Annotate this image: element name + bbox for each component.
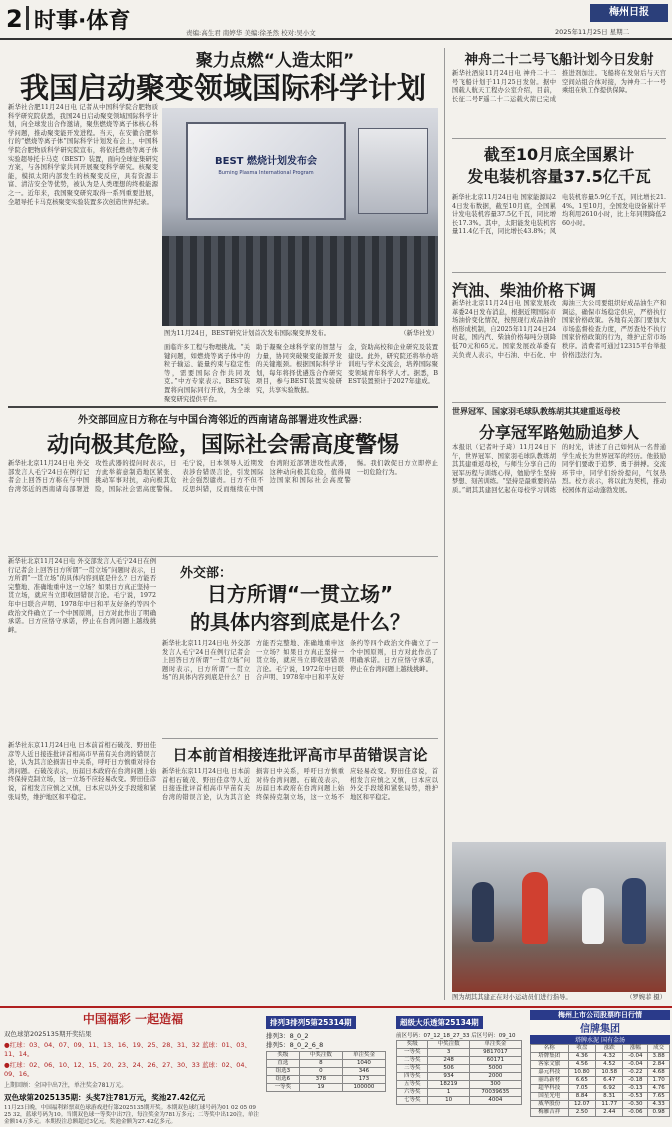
dlt-cell: 1 bbox=[428, 1089, 469, 1097]
stocks-table bbox=[530, 1044, 670, 1117]
ssq-headline: 双色球第2025135期：头奖7注781万元，奖池27.42亿元 bbox=[4, 1093, 206, 1102]
dlt-cell: 五等奖 bbox=[397, 1081, 428, 1089]
stock-row bbox=[531, 1069, 670, 1077]
dlt-cell: 3 bbox=[428, 1049, 469, 1057]
stock-cell: 威华股份 bbox=[531, 1101, 569, 1109]
stock-cell: 塔牌集团 bbox=[531, 1053, 569, 1061]
energy-body: 新华社北京11月24日电 国家能源局24日发布数据，截至10月底，全国累计发电装机容量37.5亿千瓦，同比增长17.3%。其中，太阳能发电装机容量11.4亿千瓦，同比增长43.8%；风电装机容量5.9亿千瓦，同比增长21.4%。1至10月，全国发电设备累计平均利用2610小时，比上年同期降低260小时。 bbox=[452, 194, 666, 236]
stock-cell: 3.88 bbox=[648, 1053, 670, 1061]
pl3-row bbox=[267, 1052, 386, 1060]
dlt-cell: 70039635 bbox=[469, 1089, 521, 1097]
stock-cell: 4.32 bbox=[596, 1053, 623, 1061]
dlt-cell: 18219 bbox=[428, 1081, 469, 1089]
fucai-logo: 中国福彩 一起造福 bbox=[82, 1012, 184, 1026]
shenzhou-body: 新华社酒泉11月24日电 神舟二十二号飞船计划于11月25日发射。据中国载人航天工程办公室介绍，目前，长征二号F遥二十二运载火箭已完成推进剂加注。飞船将在发射后与天宫空间站组合体对接，为神舟二十一号乘组在轨工作提供保障。 bbox=[452, 70, 666, 103]
pl3-row bbox=[267, 1084, 386, 1092]
stock-cell: 嘉元科技 bbox=[531, 1069, 569, 1077]
lead-kicker: 聚力点燃“人造太阳” bbox=[195, 51, 355, 71]
stock-cell: 收盘 bbox=[568, 1045, 595, 1053]
stock-cell: 6.47 bbox=[596, 1077, 623, 1085]
pl3-cell: 组选3 bbox=[267, 1068, 300, 1076]
pl3-cell: 173 bbox=[342, 1076, 385, 1084]
stock-cell: 国星光电 bbox=[531, 1093, 569, 1101]
pl3-cell: 19 bbox=[299, 1084, 342, 1092]
lead-col-3: 金，资助高校和企业研究及装置建设。此外，研究院还将举办培训班与学术交流会，培养国际聚变领域青年科学人才。据悉，BEST装置预计于2027年建成。 bbox=[348, 344, 438, 386]
japan3-body: 新华社东京11月24日电 日本前首相石破茂、野田佳彦等人近日接连批评首相高市早苗有关台湾的错误言论，认为其言论损害日中关系，呼吁日方慎重对待台湾问题。石破茂表示，历届日本政府在台湾问题上始终保持克制立场，这一立场不应轻易改变。野田佳彦说，首相发言应慎之又慎，日本应以外交手段缓和紧张局势，维护地区和平稳定。 bbox=[8, 742, 156, 801]
stock-cell: 11.77 bbox=[596, 1101, 623, 1109]
dlt-cell: 单注奖金 bbox=[469, 1041, 521, 1049]
ssq-row-1: ●红球：03、04、07、09、11、13、16、19、25、28、31、32 蓝球：01、03、11、14。 bbox=[4, 1041, 252, 1058]
dlt-cell: 60171 bbox=[469, 1057, 521, 1065]
lottery-dlt bbox=[396, 1010, 526, 1103]
lead-photo bbox=[162, 108, 438, 326]
stock-cell: 4.36 bbox=[568, 1053, 595, 1061]
pl3-cell: 100000 bbox=[342, 1084, 385, 1092]
dlt-row bbox=[397, 1041, 522, 1049]
dlt-cell: 9817017 bbox=[469, 1049, 521, 1057]
pl3-cell: 中奖注数 bbox=[299, 1052, 342, 1060]
pl3-row bbox=[267, 1068, 386, 1076]
lead-photo-caption: 图为11月24日，BEST研究计划首次发布国际聚变界发布。 bbox=[164, 330, 330, 337]
stock-cell: 2.50 bbox=[568, 1109, 595, 1117]
lead-headline: 我国启动聚变领域国际科学计划 bbox=[19, 71, 426, 105]
stock-cell: 12.07 bbox=[568, 1101, 595, 1109]
dlt-cell: 4004 bbox=[469, 1097, 521, 1105]
pl3-badge: 排列3排列5第25314期 bbox=[266, 1016, 356, 1029]
dlt-cell: 七等奖 bbox=[397, 1097, 428, 1105]
stocks-header: 梅州上市公司股票昨日行情 bbox=[530, 1010, 670, 1020]
lead-col-2: 助于凝聚全球科学家的智慧与力量，协同突破聚变能源开发的关键瓶颈。根据国际科学计划，每年将择优遴选合作研究项目，参与BEST装置实验研究，共享实验数据。 bbox=[256, 344, 342, 394]
dlt-cell: 248 bbox=[428, 1057, 469, 1065]
stock-cell: -0.22 bbox=[623, 1069, 648, 1077]
sports-kicker: 世界冠军、国家羽毛球队教练胡其其建重返母校 bbox=[452, 407, 620, 416]
japan1-body: 新华社北京11月24日电 外交部发言人毛宁24日在例行记者会上回答日方称在与中国台湾邻近的西南诸岛部署进攻性武器的提问时表示，日方此举蓄意制造地区紧张、挑动军事对抗，动向极其危险，国际社会需高度警惕。毛宁说，日本领导人近期发表涉台错误言论，引发国际社会强烈谴责。日方不但不反思纠错，反而继续在中国台湾附近部署进攻性武器，这种动向极其危险，值得周边国家和国际社会高度警惕。我们敦促日方立即停止一切危险行为。 bbox=[8, 460, 438, 493]
lottery-fucai bbox=[4, 1010, 262, 1125]
stock-cell: 7.05 bbox=[568, 1085, 595, 1093]
stocks-sub: 塔牌水泥 国有金汤 bbox=[530, 1035, 670, 1044]
dlt-cell: 10 bbox=[428, 1097, 469, 1105]
lead-photo-credit: （新华社发） bbox=[400, 330, 438, 337]
dlt-cell: 六等奖 bbox=[397, 1089, 428, 1097]
pl3-cell: 直选 bbox=[267, 1060, 300, 1068]
energy-headline: 截至10月底全国累计 发电装机容量37.5亿千瓦 bbox=[467, 145, 651, 186]
dlt-cell: 506 bbox=[428, 1065, 469, 1073]
pl3-cell: 单注奖金 bbox=[342, 1052, 385, 1060]
stock-cell: 4.76 bbox=[648, 1085, 670, 1093]
pl3-cell: 0 bbox=[299, 1068, 342, 1076]
dlt-cell: 二等奖 bbox=[397, 1057, 428, 1065]
stock-row bbox=[531, 1053, 670, 1061]
stock-row bbox=[531, 1109, 670, 1117]
pl3-cell: 组选6 bbox=[267, 1076, 300, 1084]
pl3-cell: 1040 bbox=[342, 1060, 385, 1068]
sports-headline: 分享冠军路勉励追梦人 bbox=[478, 423, 639, 442]
stock-cell: 丽岛新材 bbox=[531, 1077, 569, 1085]
stock-cell: -0.53 bbox=[623, 1093, 648, 1101]
stock-cell: 6.65 bbox=[568, 1077, 595, 1085]
japan2-body: 新华社北京11月24日电 外交部发言人毛宁24日在例行记者会上回答日方所谓“一贯立场”问题时表示，日方所谓“一贯立场”的具体内容到底是什么？日方能否完整地、准确地重申这一立场？如果日方真正坚持一贯立场，就应当立即收回错误言论。毛宁说，1972年中日联合声明、1978年中日和平友好条约等四个政治文件确立了一个中国原则，日方对此作出了明确承诺。日方应恪守承诺，停止在台湾问题上越线挑衅。 bbox=[8, 558, 156, 634]
stock-cell: -0.06 bbox=[623, 1109, 648, 1117]
dlt-row bbox=[397, 1073, 522, 1081]
japan3-body-cont: 新华社东京11月24日电 日本前首相石破茂、野田佳彦等人近日接连批评首相高市早苗有关台湾的错误言论，认为其言论损害日中关系，呼吁日方慎重对待台湾问题。石破茂表示，历届日本政府在台湾问题上始终保持克制立场，这一立场不应轻易改变。野田佳彦说，首相发言应慎之又慎，日本应以外交手段缓和紧张局势，维护地区和平稳定。 bbox=[162, 768, 438, 801]
pl3-row bbox=[267, 1076, 386, 1084]
lead-body-left: 新华社合肥11月24日电 记者从中国科学院合肥物质科学研究院获悉，我国24日启动聚变领域国际科学计划，向全球发出合作邀请，聚焦燃烧等离子体核心科学问题，推动聚变能开发进程。当天，在安徽合肥举行的“燃烧等离子体”国际科学计划发布会上，中国科学院合肥物质科学研究院宣布，将依托燃烧等离子体实验超导托卡马克（BEST）装置，面向全球征集研究方案，与各国科学家共同开展聚变科学研究。核聚变能，模拟太阳内部发生的核聚变反应，具有资源丰富、清洁安全等优势，被认为是人类理想的终极能源之一。近年来，我国聚变研究取得一系列重要进展，全超导托卡马克核聚变实验装置多次创造世界纪录。 bbox=[8, 104, 158, 206]
stock-row bbox=[531, 1101, 670, 1109]
stocks-brand: 信牌集团 bbox=[580, 1024, 620, 1035]
stock-row bbox=[531, 1077, 670, 1085]
pl3-row bbox=[267, 1060, 386, 1068]
dlt-cell: 一等奖 bbox=[397, 1049, 428, 1057]
stock-cell: -0.18 bbox=[623, 1077, 648, 1085]
japan2-headline: 日方所谓“一贯立场” 的具体内容到底是什么？ bbox=[190, 582, 410, 634]
stock-cell: 4.56 bbox=[568, 1061, 595, 1069]
stock-row bbox=[531, 1093, 670, 1101]
stock-cell: 4.68 bbox=[648, 1069, 670, 1077]
dlt-row bbox=[397, 1081, 522, 1089]
stock-cell: 10.80 bbox=[568, 1069, 595, 1077]
pl5-result: 排列5：8_0_2_6_8 bbox=[266, 1041, 324, 1049]
stock-cell: 2.44 bbox=[596, 1109, 623, 1117]
stock-cell: -0.04 bbox=[623, 1061, 648, 1069]
stock-row bbox=[531, 1085, 670, 1093]
pl3-result: 排列3：8_0_2 bbox=[266, 1032, 309, 1040]
sports-photo-caption: 图为胡其其建正在对小运动员们进行指导。 bbox=[452, 994, 572, 1001]
stock-cell: 0.98 bbox=[648, 1109, 670, 1117]
section-title: 时事·体育 bbox=[34, 9, 131, 34]
japan2-body-cont: 新华社北京11月24日电 外交部发言人毛宁24日在例行记者会上回答日方所谓“一贯立场”问题时表示，日方所谓“一贯立场”的具体内容到底是什么？日方能否完整地、准确地重申这一立场？如果日方真正坚持一贯立场，就应当立即收回错误言论。毛宁说，1972年中日联合声明、1978年中日和平友好条约等四个政治文件确立了一个中国原则，日方对此作出了明确承诺。日方应恪守承诺，停止在台湾问题上越线挑衅。 bbox=[162, 640, 438, 682]
stock-cell: 8.31 bbox=[596, 1093, 623, 1101]
sports-body: 本报讯（记者叶子琦）11月24日下午，世界冠军、国家羽毛球队教练胡其其建重返母校，与师生分享自己的冠军历程与训练心得，勉励学生坚持梦想、刻苦训练。“坚持是最重要的品质。”胡其其建回忆起在母校学习训练的时光，讲述了自己如何从一名普通学生成长为世界冠军的经历。他鼓励同学们要敢于追梦、勇于拼搏。交流环节中，同学们纷纷提问，气氛热烈。校方表示，将以此为契机，推动校园体育运动蓬勃发展。 bbox=[452, 444, 666, 494]
dlt-table bbox=[396, 1040, 522, 1105]
dlt-cell: 三等奖 bbox=[397, 1065, 428, 1073]
dlt-row bbox=[397, 1065, 522, 1073]
ssq-title: 双色球第2025135期开奖结果 bbox=[4, 1030, 92, 1038]
stock-cell: 7.65 bbox=[648, 1093, 670, 1101]
fuel-headline: 汽油、柴油价格下调 bbox=[452, 281, 597, 300]
lottery-pl3 bbox=[266, 1010, 392, 1098]
stock-cell: 名称 bbox=[531, 1045, 569, 1053]
staff-credits: 责编:高生君 南婷华 美编:徐圣然 校对:吴小文 bbox=[186, 29, 316, 37]
dlt-cell: 2000 bbox=[469, 1073, 521, 1081]
sports-photo bbox=[452, 842, 666, 992]
stock-cell: -0.13 bbox=[623, 1085, 648, 1093]
japan3-headline: 日本前首相接连批评高市早苗错误言论 bbox=[172, 746, 428, 764]
dlt-row bbox=[397, 1089, 522, 1097]
dlt-badge: 超级大乐透第25134期 bbox=[396, 1016, 483, 1029]
pl3-cell: 346 bbox=[342, 1068, 385, 1076]
stock-cell: 涨跌 bbox=[596, 1045, 623, 1053]
ssq-detail: 11月23日晚，中国福利彩票双色球游戏进行第2025135期开奖。本期双色球红球号码为01 02 05 09 25 32，蓝球号码为10。当期双色球一等奖中出7注，每注奖金为781万多元；二等奖中出120注，单注金额14万多元。本期投注总额超过3亿元，奖池金额为27.42亿多元。 bbox=[4, 1105, 260, 1125]
stock-cell: -0.04 bbox=[623, 1053, 648, 1061]
dlt-cell: 5000 bbox=[469, 1065, 521, 1073]
stock-cell: 客家文旅 bbox=[531, 1061, 569, 1069]
ssq-note: 上期回顾：全国中出7注，单注奖金781万元。 bbox=[4, 1082, 128, 1089]
stock-row bbox=[531, 1045, 670, 1053]
pl3-cell: 378 bbox=[299, 1076, 342, 1084]
dlt-row bbox=[397, 1097, 522, 1105]
dlt-cell: 中奖注数 bbox=[428, 1041, 469, 1049]
stock-cell: 2.84 bbox=[648, 1061, 670, 1069]
stock-cell: 10.58 bbox=[596, 1069, 623, 1077]
pl3-cell: 一等奖 bbox=[267, 1084, 300, 1092]
japan1-headline: 动向极其危险，国际社会需高度警惕 bbox=[46, 433, 399, 458]
japan2-kicker: 外交部： bbox=[180, 566, 233, 581]
stock-cell: 梅雁吉祥 bbox=[531, 1109, 569, 1117]
stock-cell: 8.84 bbox=[568, 1093, 595, 1101]
issue-date: 2025年11月25日 星期二 bbox=[555, 28, 630, 36]
japan1-kicker: 外交部回应日方称在与中国台湾邻近的西南诸岛部署进攻性武器： bbox=[78, 415, 368, 426]
stock-cell: 4.33 bbox=[648, 1101, 670, 1109]
paper-logo: 梅州日报 bbox=[590, 4, 668, 22]
pl3-cell: 奖级 bbox=[267, 1052, 300, 1060]
fuel-body: 新华社北京11月24日电 国家发展改革委24日发布消息，根据近期国际市场油价变化情况，按照现行成品油价格形成机制，自2025年11月24日24时起，国内汽、柴油价格每吨分别降低70元和65元。国家发展改革委有关负责人表示，中石油、中石化、中海油三大公司要组织好成品油生产和调运，确保市场稳定供应，严格执行国家价格政策。各地有关部门要加大市场监督检查力度，严厉查处不执行国家价格政策的行为，维护正常市场秩序。消费者可通过12315平台举报价格违法行为。 bbox=[452, 300, 666, 359]
dlt-cell: 四等奖 bbox=[397, 1073, 428, 1081]
ssq-row-2: ●红球：02、06、10、12、15、20、23、24、26、27、30、33 蓝球：02、04、09、16。 bbox=[4, 1061, 252, 1078]
photo-screen-subtitle: Burning Plasma International Program bbox=[218, 170, 314, 176]
stock-cell: 超华科技 bbox=[531, 1085, 569, 1093]
sports-photo-credit: （罗婉菲 摄） bbox=[626, 994, 666, 1001]
shenzhou-headline: 神舟二十二号飞船计划今日发射 bbox=[464, 52, 654, 68]
dlt-cell: 奖级 bbox=[397, 1041, 428, 1049]
pl3-cell: 8 bbox=[299, 1060, 342, 1068]
masthead bbox=[0, 0, 672, 40]
stock-cell: 4.52 bbox=[596, 1061, 623, 1069]
dlt-cell: 300 bbox=[469, 1081, 521, 1089]
stock-cell: 涨幅 bbox=[623, 1045, 648, 1053]
dlt-row bbox=[397, 1049, 522, 1057]
stock-cell: 6.92 bbox=[596, 1085, 623, 1093]
stock-cell: 1.70 bbox=[648, 1077, 670, 1085]
dlt-numbers: 前区号码：07_12_18_27_33 后区号码：09_10 bbox=[396, 1033, 516, 1039]
page-number: 2 bbox=[6, 5, 23, 33]
stock-cell: 成交 bbox=[648, 1045, 670, 1053]
stock-row bbox=[531, 1061, 670, 1069]
stock-cell: -0.30 bbox=[623, 1101, 648, 1109]
pl3-table bbox=[266, 1051, 386, 1092]
dlt-row bbox=[397, 1057, 522, 1065]
photo-screen-title: BEST 燃烧计划发布会 bbox=[215, 156, 317, 167]
lottery-stocks bbox=[530, 1010, 670, 1115]
dlt-cell: 934 bbox=[428, 1073, 469, 1081]
lead-col-1: 面临许多工程与物理挑战。“关键问题，如燃烧等离子体中的粒子输运、能量约束与稳定性等，需要国际合作共同攻克。”中方专家表示。BEST装置将向国际同行开放，为全球聚变研究提供平台。 bbox=[164, 344, 250, 403]
